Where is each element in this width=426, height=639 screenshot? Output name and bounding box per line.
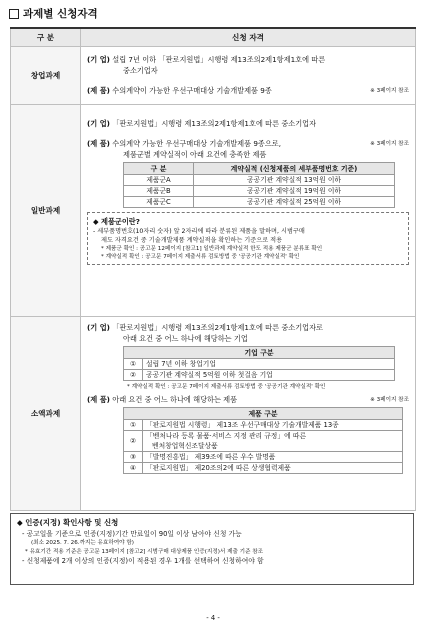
- table-cell: 공공기관 계약실적 13억원 이하: [194, 175, 395, 186]
- certification-info-box: [10, 513, 414, 585]
- company-req-note: * 계약실적 확인 : 공고문 7페이지 제출서류 검토방법 중 '공공기관 계약실적' 확인: [127, 384, 326, 390]
- certification-note: * 유효기간 적용 기준은 공고문 13페이지 [참고2] 시범구매 대상제품 인증(지정)서 제출 기준 참조: [25, 548, 264, 555]
- general-table-header-group: 구 분: [124, 163, 194, 175]
- general-content: [81, 105, 416, 317]
- table-cell-line: 벤처창업혁신조달상품: [152, 442, 218, 450]
- general-company: (기 업) 「판로지원법」시행령 제13조의2제1항제1호에 따른 중소기업자: [87, 119, 317, 128]
- product-group-info-box: [87, 212, 409, 265]
- table-row: [124, 359, 395, 370]
- table-row: [124, 431, 403, 452]
- header-category: 구 분: [11, 28, 81, 47]
- table-cell: ③: [124, 452, 143, 463]
- table-row: [124, 197, 395, 208]
- table-cell: ④: [124, 463, 143, 474]
- eligibility-table: [10, 27, 416, 511]
- small-prod-wrap: [87, 407, 409, 474]
- small-content: [81, 317, 416, 511]
- product-group-box-title: ◆ 제품군이란?: [93, 217, 140, 226]
- category-small: 소액과제: [11, 317, 81, 511]
- small-company: (기 업) 「판로지원법」시행령 제13조의2제1항제1호에 따른 중소기업자로: [87, 323, 323, 332]
- table-cell: ①: [124, 359, 143, 370]
- table-row: [124, 370, 395, 381]
- table-row: [124, 175, 395, 186]
- table-cell: 「판로지원법 시행령」 제13조 우선구매대상 기술개발제품 13종: [143, 420, 403, 431]
- category-general: 일반과제: [11, 105, 81, 317]
- table-cell: 설립 7년 이하 창업기업: [143, 359, 395, 370]
- product-group-box-line: - 세부품명번호(10자리 숫자) 앞 2자리에 따라 분류된 제품을 말하며, 시범구매: [93, 228, 305, 235]
- table-cell: ②: [124, 370, 143, 381]
- page-number: - 4 -: [206, 614, 220, 622]
- startup-company-cont: 중소기업자: [123, 66, 158, 75]
- table-cell: 제품군C: [124, 197, 194, 208]
- table-cell-line: 「벤처나라 등록 물품·서비스 지정 관리 규정」에 따른: [146, 432, 307, 440]
- product-group-box-note: * 계약실적 확인 : 공고문 7페이지 제출서류 검토방법 중 '공공기관 계약실적' 확인: [101, 254, 300, 260]
- category-startup: 창업과제: [11, 47, 81, 105]
- small-req-wrap: [87, 346, 409, 381]
- table-row-general: [11, 105, 416, 317]
- table-row: [124, 186, 395, 197]
- general-contract-table: [123, 162, 395, 208]
- page-title: [9, 6, 98, 21]
- table-cell: 공공기관 계약실적 5억원 이하 첫걸음 기업: [143, 370, 395, 381]
- table-cell: 「발명진흥법」 제39조에 따른 우수 발명품: [143, 452, 403, 463]
- table-header-row: [11, 28, 416, 47]
- general-table-header-record: 계약실적 (신청제품의 세부품명번호 기준): [194, 163, 395, 175]
- table-cell: 「판로지원법」 제20조의2에 따른 상생협력제품: [143, 463, 403, 474]
- table-cell: ①: [124, 420, 143, 431]
- small-product: (제 품) 아래 요건 중 어느 하나에 해당하는 제품 ※ 3페이지 참조: [87, 395, 409, 404]
- table-cell: ②: [124, 431, 143, 452]
- table-row: [124, 452, 403, 463]
- company-requirement-table: [123, 346, 395, 381]
- small-company-cont: 아래 요건 중 어느 하나에 해당하는 기업: [123, 334, 248, 343]
- startup-product: (제 품) 수의계약이 가능한 우선구매대상 기술개발제품 9종 ※ 3페이지 참조: [87, 86, 409, 95]
- header-qualification: 신청 자격: [81, 28, 416, 47]
- certification-line: - 신청제품에 2개 이상의 인증(지정)이 적용된 경우 1개를 선택하여 신청하여야 함: [22, 557, 264, 565]
- product-group-box-line: 제도 자격요건 중 기술개발제품 계약실적을 확인하는 기준으로 적용: [101, 237, 283, 244]
- table-row: [124, 420, 403, 431]
- checkbox-square-icon: [9, 9, 19, 19]
- certification-subline: (최소 2025. 7. 26.까지는 유효하여야 함): [31, 540, 134, 546]
- company-req-header-cell: 기업 구분: [124, 347, 395, 359]
- general-product-cont: 제품군별 계약실적이 아래 요건에 충족한 제품: [123, 150, 267, 159]
- product-req-header-cell: 제품 구분: [124, 408, 403, 420]
- table-row: [124, 463, 403, 474]
- table-cell: [143, 431, 403, 452]
- table-row-startup: [11, 47, 416, 105]
- table-cell: 제품군B: [124, 186, 194, 197]
- page-title-text: 과제별 신청자격: [23, 8, 98, 20]
- product-req-header: [124, 408, 403, 420]
- general-contract-header: [124, 163, 395, 175]
- table-cell: 공공기관 계약실적 19억원 이하: [194, 186, 395, 197]
- certification-line: - 공고일을 기준으로 인증(지정)기간 만료일이 90일 이상 남아야 신청 가능: [22, 530, 242, 538]
- product-requirement-table: [123, 407, 403, 474]
- startup-content: [81, 47, 416, 105]
- table-cell: 제품군A: [124, 175, 194, 186]
- startup-company: (기 업) 설립 7년 이하 「판로지원법」시행령 제13조의2제1항제1호에 따른: [87, 55, 326, 64]
- certification-title: ◆ 인증(지정) 확인사항 및 신청: [17, 518, 119, 527]
- general-inner-wrap: [87, 162, 409, 208]
- table-cell: 공공기관 계약실적 25억원 이하: [194, 197, 395, 208]
- general-product: (제 품) 수의계약 가능한 우선구매대상 기술개발제품 9종으로, ※ 3페이지 참조: [87, 139, 409, 148]
- product-group-box-note: * 제품군 확인 : 공고문 12페이지 [참고1] 일반과제 계약실적 한도 적용 제품군 분류표 확인: [101, 246, 323, 252]
- company-req-header: [124, 347, 395, 359]
- table-row-small: [11, 317, 416, 511]
